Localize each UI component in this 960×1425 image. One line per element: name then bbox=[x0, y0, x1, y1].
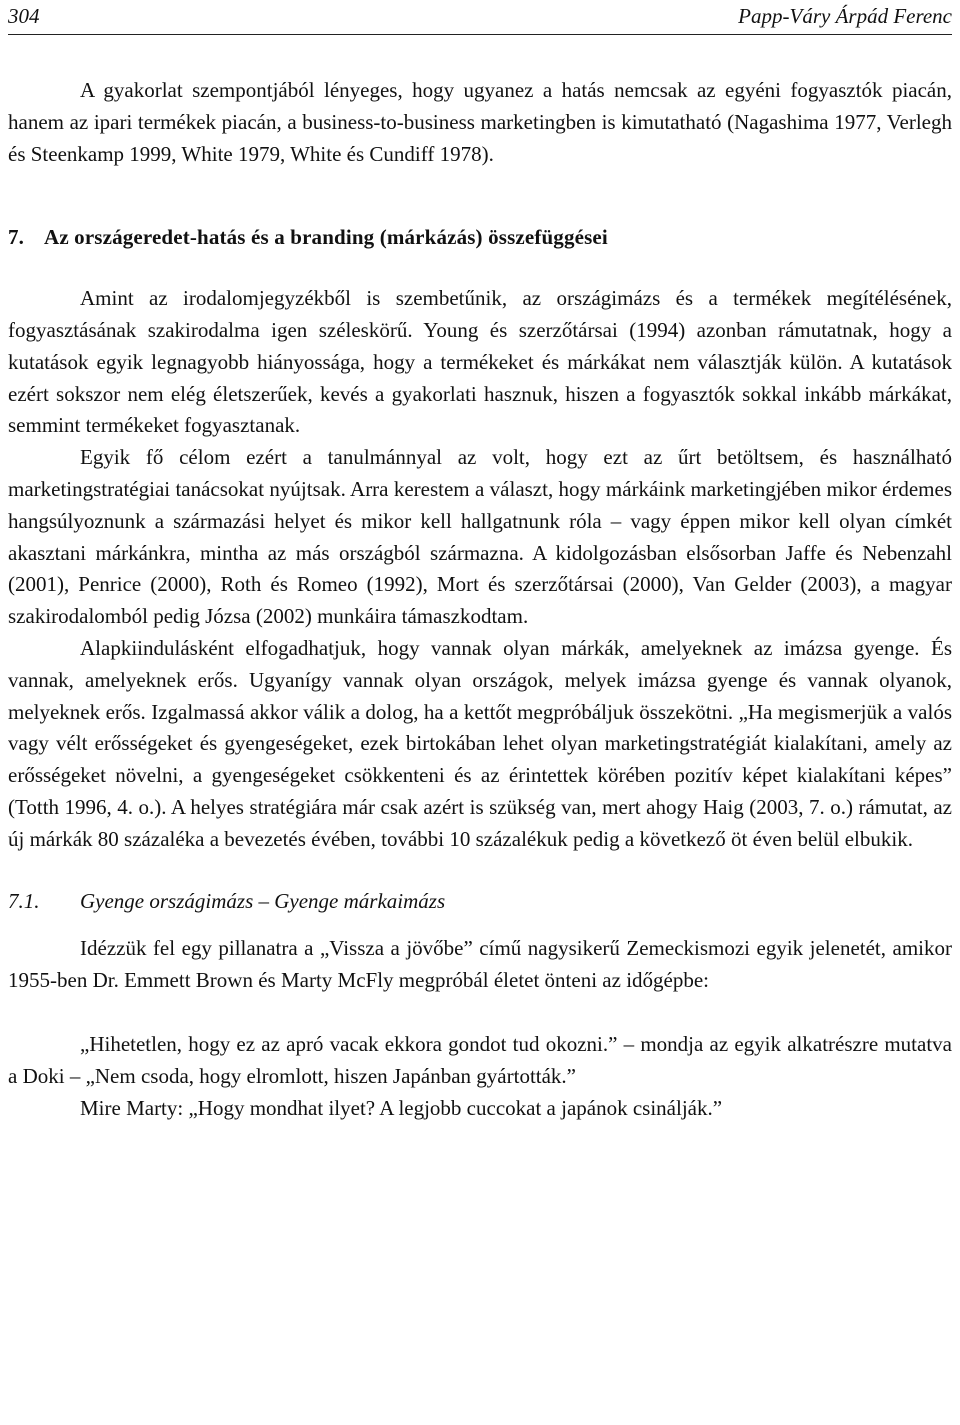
subsection-number: 7.1. bbox=[8, 888, 40, 913]
section-heading bbox=[8, 222, 952, 254]
book-page bbox=[8, 0, 952, 1124]
running-author: Papp-Váry Árpád Ferenc bbox=[738, 4, 952, 28]
subsection-title: Gyenge országimázs – Gyenge márkaimázs bbox=[80, 888, 446, 913]
body-paragraph-1: Amint az irodalomjegyzékből is szembetűnik, az országimázs és a termékek megítélésének, fogyasztásának szakirodalma igen széleskörű. Young és szerzőtársai (1994) azonban rámutatnak, hogy a kutatások egyik legnagyobb hiányossága, hogy a termékeket és márkákat nem választják külön. A kutatások ezért sokszor nem elég életszerűek, kevés a gyakorlati hasznuk, hiszen a fogyasztók sokkal inkább márkákat, semmint termékeket fogyasztanak. bbox=[8, 286, 952, 438]
running-header bbox=[8, 0, 952, 35]
quote-paragraph-2: Mire Marty: „Hogy mondhat ilyet? A legjobb cuccokat a japánok csinálják.” bbox=[80, 1095, 723, 1120]
body-paragraph-4: Idézzük fel egy pillanatra a „Vissza a jövőbe” című nagysikerű Zemeckismozi egyik jelenetét, amikor 1955-ben Dr. Emmett Brown és Marty McFly megpróbál életet önteni az időgépbe: bbox=[8, 936, 952, 993]
intro-paragraph: A gyakorlat szempontjából lényeges, hogy ugyanez a hatás nemcsak az egyéni fogyasztók piacán, hanem az ipari termékek piacán, a business-to-business marketingben is kimutatható (Nagashima 1977, Verlegh és Steenkamp 1999, White 1979, White és Cundiff 1978). bbox=[8, 78, 952, 166]
body-paragraph-2: Egyik fő célom ezért a tanulmánnyal az volt, hogy ezt az űrt betöltsem, és használható marketingstratégiai tanácsokat nyújtsak. Arra kerestem a választ, hogy márkáink marketingjében mikor érdemes hangsúlyoznunk a származási helyet és mikor kell hallgatnunk róla – vagy éppen mikor kell olyan címkét akasztani márkánkra, mintha az más országból származna. A kidolgozásban elsősorban Jaffe és Nebenzahl (2001), Penrice (2000), Roth és Romeo (1992), Mort és szerzőtársai (2000), Van Gelder (2003), a magyar szakirodalomból pedig Józsa (2002) munkáira támaszkodtam. bbox=[8, 445, 952, 629]
section-number: 7. bbox=[8, 225, 25, 250]
subsection-heading bbox=[8, 886, 952, 918]
page-number: 304 bbox=[8, 4, 40, 28]
body-paragraph-3: Alapkiindulásként elfogadhatjuk, hogy vannak olyan márkák, amelyeknek az imázsa gyenge. És vannak, amelyeknek erős. Ugyanígy vannak olyan országok, melyek imázsa gyenge és vannak olyanok, melyeknek erős. Izgalmassá akkor válik a dolog, ha a kettőt megpróbáljuk összekötni. „Ha megismerjük a valós vagy vélt erősségeket és gyengeségeket, ezek birtokában lehet olyan marketingstratégiát kialakítani, amely az erősségeket növelni, a gyengeségeket csökkenteni és az érintettek körében pozitív képet kialakítani képes” (Totth 1996, 4. o.). A helyes stratégiára már csak azért is szükség van, mert ahogy Haig (2003, 7. o.) rámutat, az új márkák 80 százaléka a bevezetés évében, további 10 százalékuk pedig a következő öt éven belül elbukik. bbox=[8, 635, 952, 851]
quote-paragraph-1: „Hihetetlen, hogy ez az apró vacak ekkora gondot tud okozni.” – mondja az egyik alkatrészre mutatva a Doki – „Nem csoda, hogy elromlott, hiszen Japánban gyártották.” bbox=[8, 1031, 952, 1088]
section-title: Az országeredet-hatás és a branding (márkázás) összefüggései bbox=[44, 225, 608, 250]
